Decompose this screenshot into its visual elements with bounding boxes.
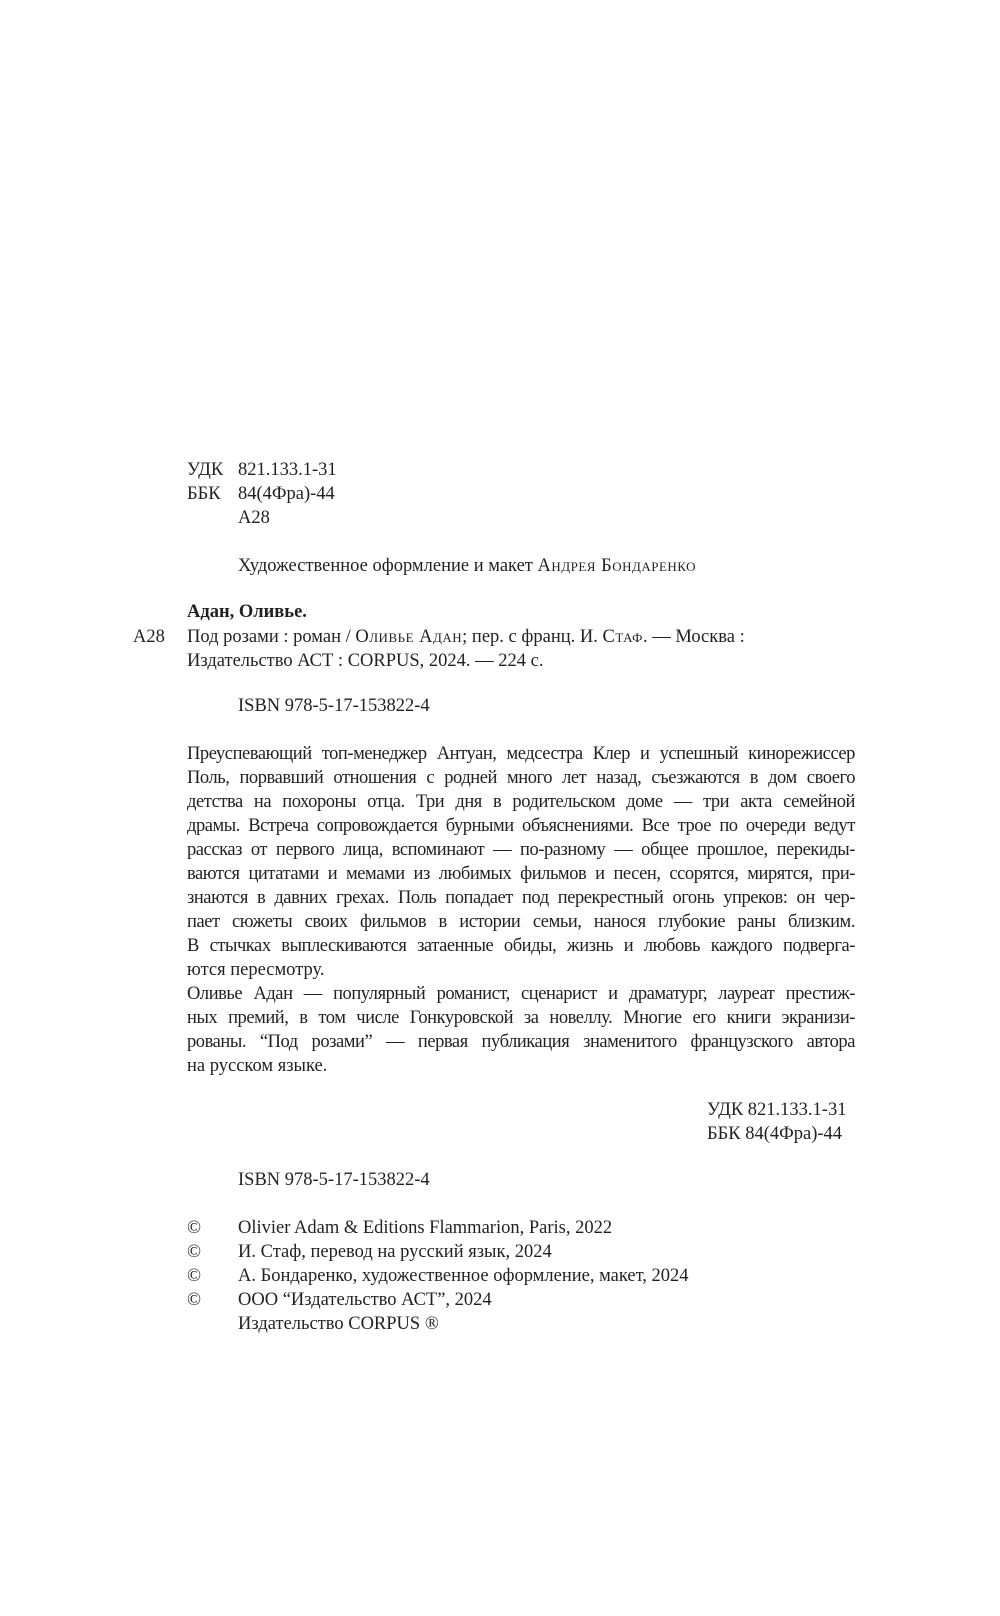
bbk-value: 84(4Фра)-44 [238,484,335,504]
about-line: рованы. “Под розами” — первая публикация знаменитого французского автора [187,1032,855,1052]
bib-isbn: ISBN 978-5-17-153822-4 [238,696,430,716]
bib-heading: Адан, Оливье. [187,602,307,622]
isbn-bottom: ISBN 978-5-17-153822-4 [238,1170,430,1190]
bbk-right: ББК 84(4Фра)-44 [707,1124,843,1144]
annotation-line: ваются цитатами и мемами из любимых фильмов и песен, ссорятся, мирятся, при- [187,864,855,884]
bib-translation: ; пер. с франц. И. [462,627,598,647]
copyright-text: А. Бондаренко, художественное оформление, макет, 2024 [238,1266,689,1286]
about-line: на русском языке. [187,1056,328,1076]
bib-place: . — Москва : [642,627,745,647]
udk-label: УДК [187,460,224,480]
annotation-line: ются пересмотру. [187,960,325,980]
annotation-line: драмы. Встреча сопровождается бурными объяснениями. Все трое по очереди ведут [187,816,855,836]
copyright-symbol: © [187,1266,202,1286]
author-mark: А28 [238,508,270,528]
about-line: ных премий, в том числе Гонкуровской за новеллу. Многие его книги экранизи- [187,1008,855,1028]
bib-author-mark: А28 [133,627,165,647]
udk-right: УДК 821.133.1-31 [707,1100,847,1120]
bib-author: Оливье Адан [355,627,463,647]
design-credit-name: Андрея Бондаренко [537,556,697,576]
copyright-symbol: © [187,1218,202,1238]
design-credit [238,554,696,578]
copyright-text: Olivier Adam & Editions Flammarion, Paris, 2022 [238,1218,613,1238]
copyright-text: И. Стаф, перевод на русский язык, 2024 [238,1242,552,1262]
bib-title: Под розами : роман / [187,627,351,647]
design-credit-text: Художественное оформление и макет [238,556,533,576]
imprint: Издательство CORPUS ® [238,1314,439,1334]
bib-line-2: Издательство АСТ : CORPUS, 2024. — 224 с. [187,651,544,671]
annotation-line: Поль, порвавший отношения с родней много лет назад, съезжаются в дом своего [187,768,855,788]
annotation-line: знаются в давних грехах. Поль попадает под перекрестный огонь упреков: он чер- [187,888,855,908]
bib-line-1 [187,625,745,649]
udk-value: 821.133.1-31 [238,460,337,480]
copyright-text: ООО “Издательство АСТ”, 2024 [238,1290,492,1310]
annotation-line: пает сюжеты своих фильмов в истории семьи, нанося глубокие раны близким. [187,912,855,932]
bbk-label: ББК [187,484,221,504]
annotation-line: рассказ от первого лица, вспоминают — по-разному — общее прошлое, перекиды- [187,840,855,860]
annotation-line: Преуспевающий топ-менеджер Антуан, медсестра Клер и успешный кинорежиссер [187,744,855,764]
copyright-symbol: © [187,1290,202,1310]
bib-translator: Стаф [602,627,643,647]
annotation-line: детства на похороны отца. Три дня в родительском доме — три акта семейной [187,792,855,812]
about-line: Оливье Адан — популярный романист, сценарист и драматург, лауреат престиж- [187,984,855,1004]
annotation-line: В стычках выплескиваются затаенные обиды, жизнь и любовь каждого подверга- [187,936,855,956]
copyright-symbol: © [187,1242,202,1262]
